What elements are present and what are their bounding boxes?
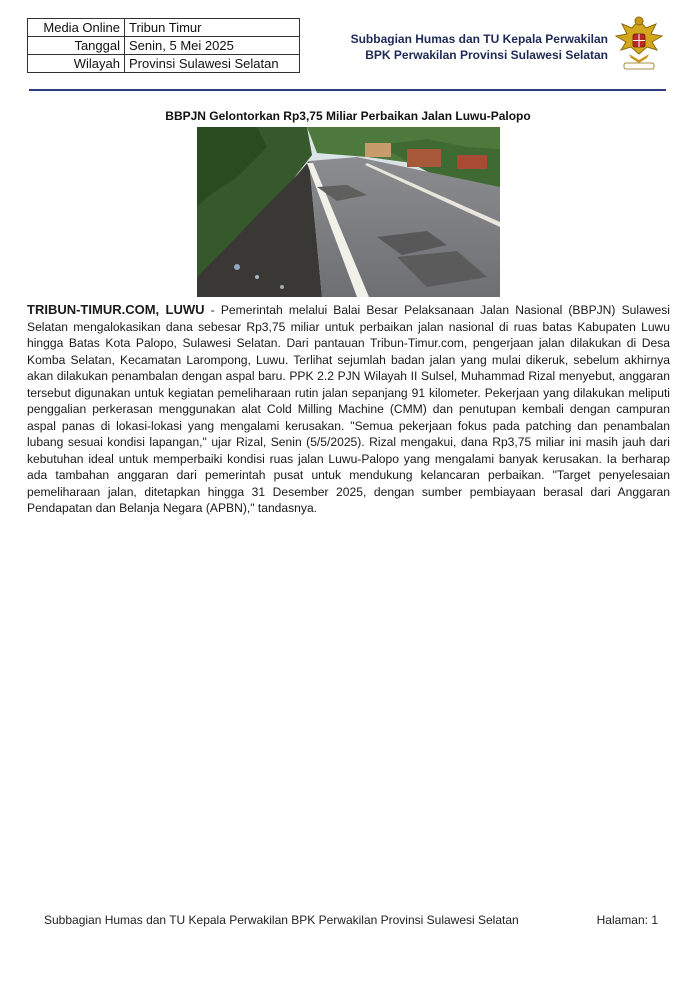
agency-header — [351, 31, 608, 63]
meta-row-date — [28, 37, 300, 55]
footer-agency: Subbagian Humas dan TU Kepala Perwakilan BPK Perwakilan Provinsi Sulawesi Selatan — [44, 913, 519, 927]
header-divider — [29, 89, 666, 91]
article-body — [27, 302, 670, 517]
article-text: - Pemerintah melalui Balai Besar Pelaksanaan Jalan Nasional (BBPJN) Sulawesi Selatan mengalokasikan dana sebesar Rp3,75 miliar untuk perbaikan jalan nasional di ruas batas Kabupaten Luwu hingga Batas Kota Palopo, Sulawesi Selatan. Dari pantauan Tribun-Timur.com, pengerjaan jalan dilakukan di Desa Komba Selatan, Kecamatan Larompong, Luwu. Terlihat sejumlah badan jalan yang mulai dikeruk, sebelum akhirnya akan dilakukan penambalan dengan aspal baru. PPK 2.2 PJN Wilayah II Sulsel, Muhammad Rizal menyebut, anggaran tersebut digunakan untuk kegiatan pemeliharaan rutin jalan sepanjang 91 kilometer. Pekerjaan yang dilakukan meliputi penggalian perkerasan menggunakan alat Cold Milling Machine (CMM) dan penutupan kembali dengan campuran aspal panas di lokasi-lokasi yang mengalami kerusakan. "Semua pekerjaan fokus pada patching dan penambalan lubang sesuai kondisi lapangan," ujar Rizal, Senin (5/5/2025). Rizal mengakui, dana Rp3,75 miliar ini masih jauh dari kebutuhan ideal untuk memperbaiki kondisi ruas jalan Luwu-Palopo yang mengalami banyak kerusakan. Ia berharap ada tambahan anggaran dari pemerintah pusat untuk mendukung kelancaran perbaikan. "Target penyelesaian pemeliharaan jalan, ditetapkan hingga 31 Desember 2025, dengan sumber pembiayaan berasal dari Anggaran Pendapatan dan Belanja Negara (APBN)," tandasnya. — [27, 303, 670, 515]
meta-value: Provinsi Sulawesi Selatan — [125, 55, 300, 73]
garuda-emblem-icon — [612, 14, 666, 72]
meta-label: Media Online — [28, 19, 125, 37]
meta-row-media — [28, 19, 300, 37]
meta-row-region — [28, 55, 300, 73]
article-dateline: TRIBUN-TIMUR.COM, LUWU — [27, 302, 205, 317]
agency-line-1: Subbagian Humas dan TU Kepala Perwakilan — [350, 32, 608, 46]
meta-value: Senin, 5 Mei 2025 — [125, 37, 300, 55]
page-number: Halaman: 1 — [596, 913, 658, 927]
meta-label: Tanggal — [28, 37, 125, 55]
meta-table — [27, 18, 300, 73]
article-headline: BBPJN Gelontorkan Rp3,75 Miliar Perbaikan Jalan Luwu-Palopo — [165, 109, 531, 123]
meta-label: Wilayah — [28, 55, 125, 73]
meta-value: Tribun Timur — [125, 19, 300, 37]
agency-line-2: BPK Perwakilan Provinsi Sulawesi Selatan — [365, 48, 608, 62]
road-photo — [197, 127, 500, 297]
